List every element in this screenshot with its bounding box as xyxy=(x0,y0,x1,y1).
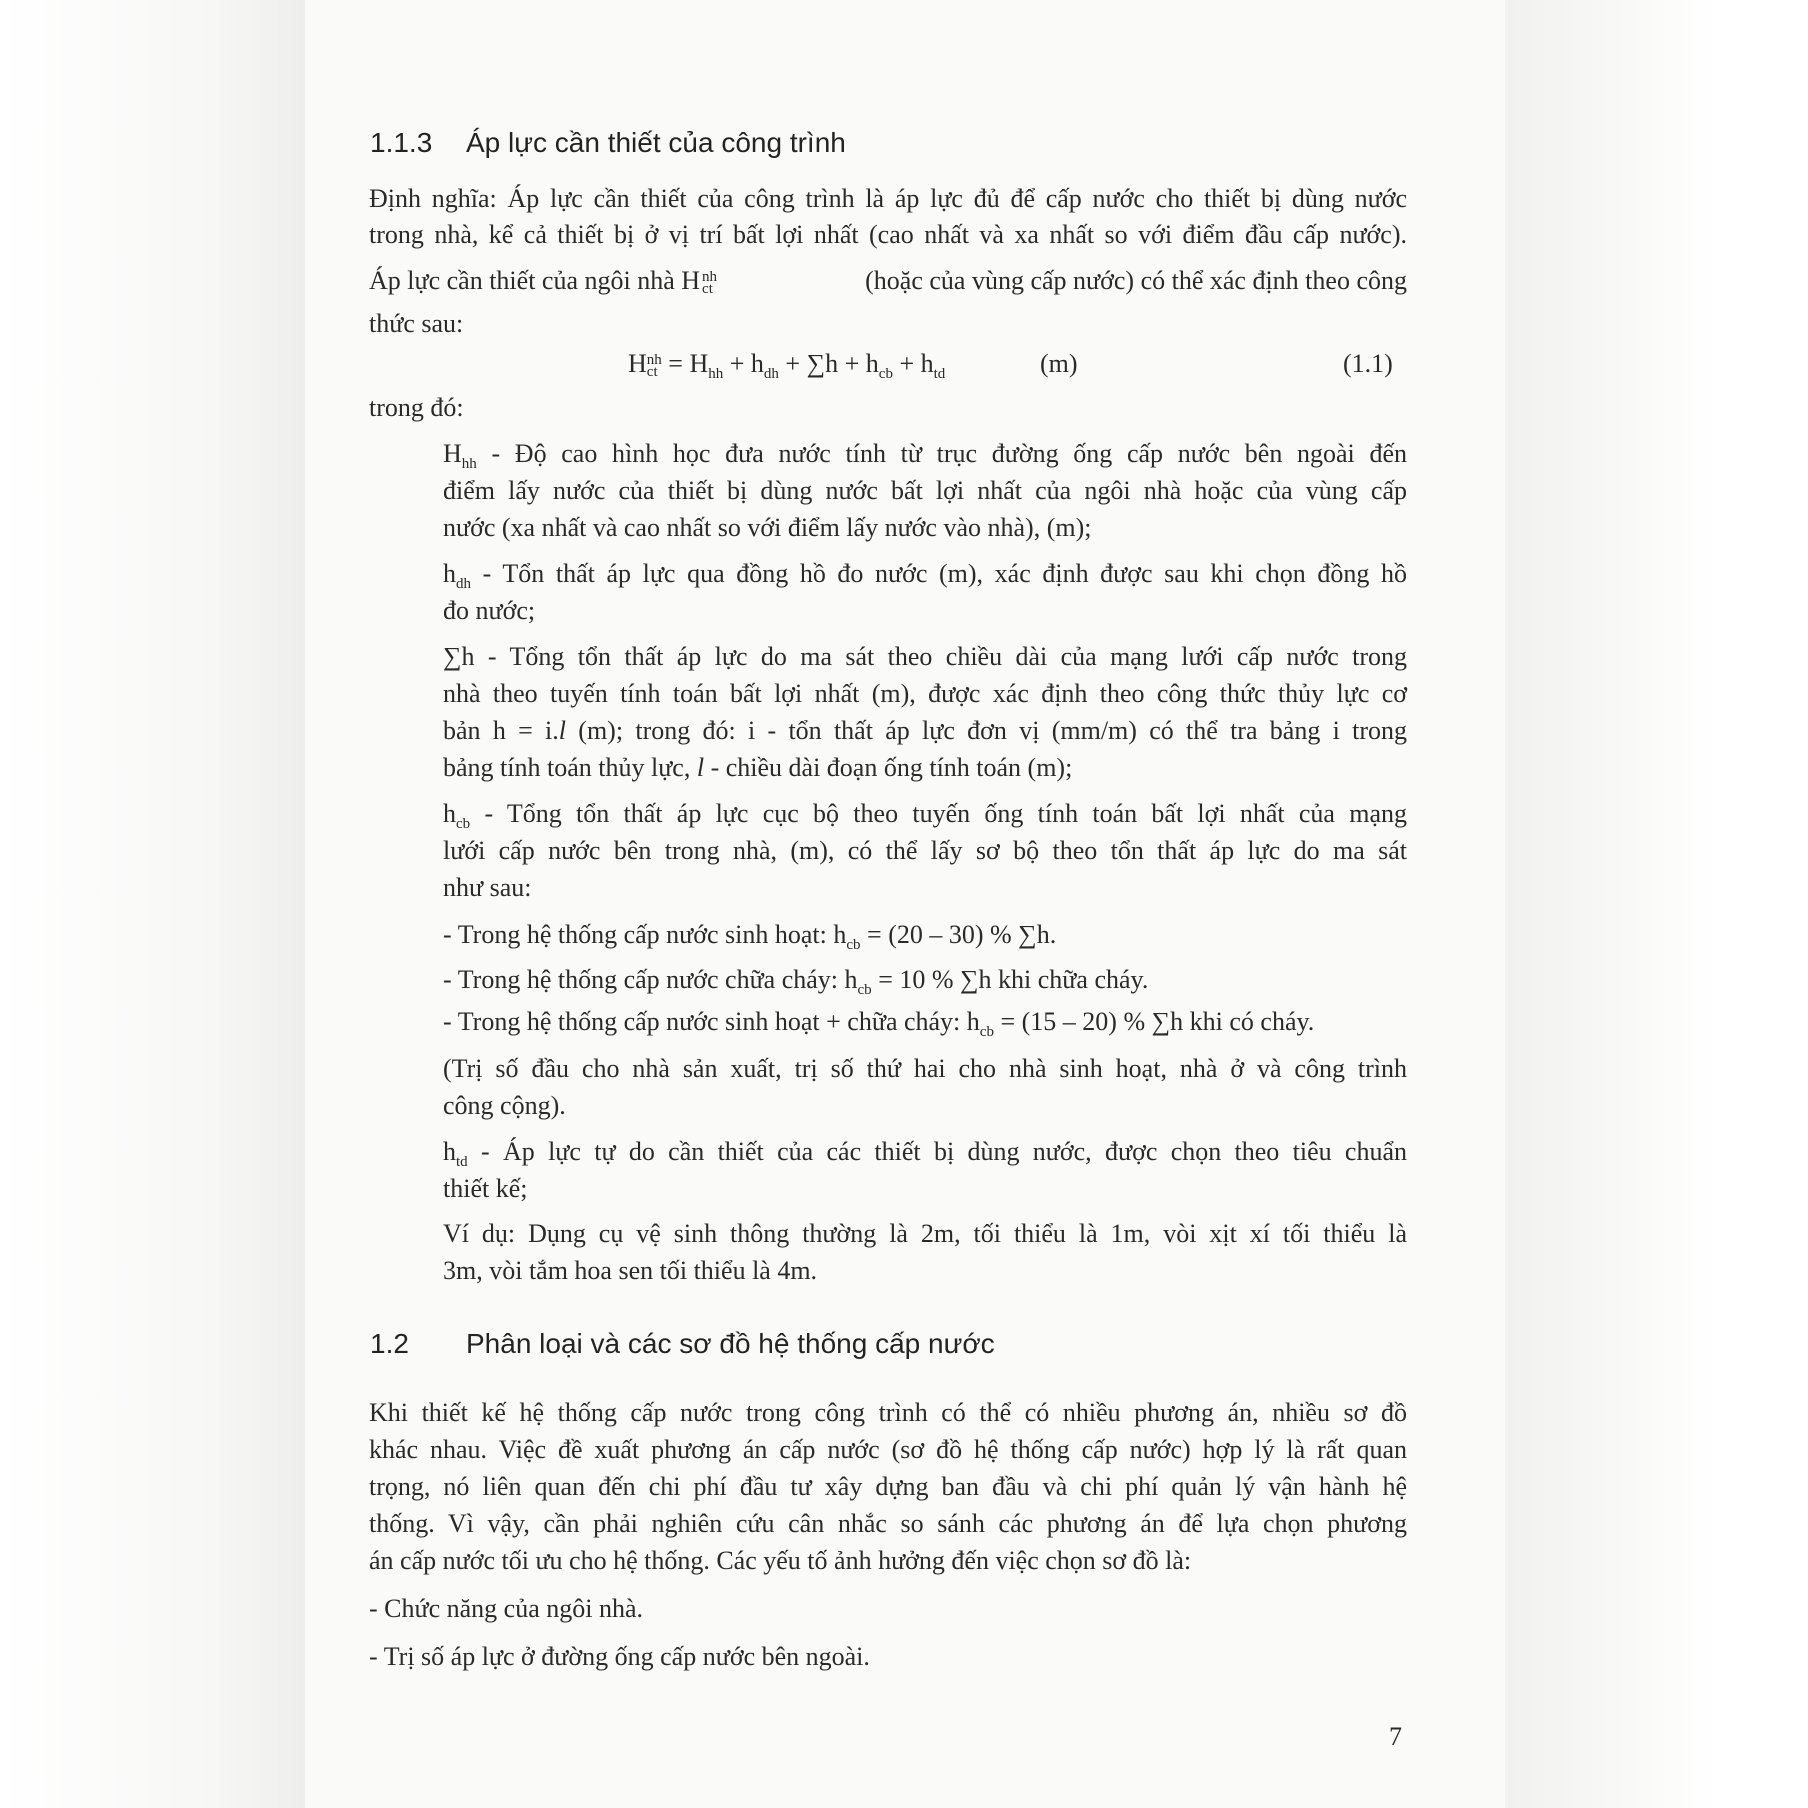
text-line: nước (xa nhất và cao nhất so với điểm lấy nước vào nhà), (m); xyxy=(443,513,1092,542)
text-line: bảng tính toán thủy lực, l - chiều dài đoạn ống tính toán (m); xyxy=(443,753,1073,782)
list-item: - Trị số áp lực ở đường ống cấp nước bên ngoài. xyxy=(369,1642,870,1671)
text-line: Định nghĩa: Áp lực cần thiết của công trình là áp lực đủ để cấp nước cho thiết bị dùng nước xyxy=(369,184,1407,213)
scan-margin-left xyxy=(0,0,305,1808)
section-title: Phân loại và các sơ đồ hệ thống cấp nước xyxy=(466,1328,995,1359)
scan-margin-right xyxy=(1508,0,1808,1808)
text-line: Khi thiết kế hệ thống cấp nước trong công trình có thể có nhiều phương án, nhiều sơ đồ xyxy=(369,1398,1407,1427)
text-line: đo nước; xyxy=(443,596,536,625)
text-line: trong đó: xyxy=(369,393,464,422)
bullet-item: - Trong hệ thống cấp nước sinh hoạt + chữa cháy: $h_{cb} = (15 - 20)$ % ∑h khi có cháy. xyxy=(443,1007,1315,1041)
text-fragment: Áp lực cần thiết của ngôi nhà H nh ct xyxy=(369,266,718,298)
text-line: (Trị số đầu cho nhà sản xuất, trị số thứ hai cho nhà sinh hoạt, nhà ở và công trình xyxy=(443,1054,1407,1083)
formula-unit: (m) xyxy=(1040,349,1078,378)
text-line: ∑h - Tổng tổn thất áp lực do ma sát theo chiều dài của mạng lưới cấp nước trong xyxy=(443,642,1407,671)
text-line: $H_{hh}$ - Độ cao hình học đưa nước tính từ trục đường ống cấp nước bên ngoài đến xyxy=(443,439,1408,473)
formula-1-1: H nh ct = $H_{hh} + h_{dh} + \sum h + h_{cb} + h_{td}$ xyxy=(628,349,946,383)
text-line: nhà theo tuyến tính toán bất lợi nhất (m), được xác định theo công thức thủy lực cơ xyxy=(443,679,1407,708)
text-fragment: (hoặc của vùng cấp nước) có thể xác định theo công xyxy=(865,266,1407,295)
text-line: trọng, nó liên quan đến chi phí đầu tư xây dựng ban đầu và chi phí quản lý vận hành hệ xyxy=(369,1472,1407,1501)
bullet-item: - Trong hệ thống cấp nước sinh hoạt: $h_{cb} = (20 - 30)$ % ∑h. xyxy=(443,920,1057,954)
section-heading-113 xyxy=(370,127,846,159)
bullet-item: - Trong hệ thống cấp nước chữa cháy: $h_{cb} = 10$ % ∑h khi chữa cháy. xyxy=(443,965,1149,999)
section-heading-12 xyxy=(370,1328,995,1360)
text-line: $h_{td}$ - Áp lực tự do cần thiết của các thiết bị dùng nước, được chọn theo tiêu chuẩn xyxy=(443,1137,1408,1171)
text-line: án cấp nước tối ưu cho hệ thống. Các yếu tố ảnh hưởng đến việc chọn sơ đồ là: xyxy=(369,1546,1192,1575)
text-line: Ví dụ: Dụng cụ vệ sinh thông thường là 2m, tối thiểu là 1m, vòi xịt xí tối thiểu là xyxy=(443,1219,1407,1248)
text-line: thiết kế; xyxy=(443,1174,528,1203)
text-line: $h_{cb}$ - Tổng tổn thất áp lực cục bộ theo tuyến ống tính toán bất lợi nhất của mạng xyxy=(443,799,1408,833)
text-line: thống. Vì vậy, cần phải nghiên cứu cân nhắc so sánh các phương án để lựa chọn phương xyxy=(369,1509,1407,1538)
text-line: lưới cấp nước bên trong nhà, (m), có thể lấy sơ bộ theo tổn thất áp lực do ma sát xyxy=(443,836,1407,865)
section-title: Áp lực cần thiết của công trình xyxy=(466,127,846,158)
text-line: điểm lấy nước của thiết bị dùng nước bất lợi nhất của ngôi nhà hoặc của vùng cấp xyxy=(443,476,1407,505)
text-line xyxy=(369,264,1407,298)
equation-label: (1.1) xyxy=(1343,349,1393,378)
section-number: 1.1.3 xyxy=(370,127,433,158)
text-line: như sau: xyxy=(443,873,532,902)
text-line: thức sau: xyxy=(369,309,464,338)
text-line: bản h = i.l (m); trong đó: i - tổn thất áp lực đơn vị (mm/m) có thể tra bảng i trong xyxy=(443,716,1407,745)
text-line: $h_{dh}$ - Tổn thất áp lực qua đồng hồ đo nước (m), xác định được sau khi chọn đồng hồ xyxy=(443,559,1407,593)
text-line: 3m, vòi tắm hoa sen tối thiểu là 4m. xyxy=(443,1256,818,1285)
text-line: trong nhà, kể cả thiết bị ở vị trí bất lợi nhất (cao nhất và xa nhất so với điểm đầu cấp nước). xyxy=(369,220,1407,249)
text-line: khác nhau. Việc đề xuất phương án cấp nước (sơ đồ hệ thống cấp nước) hợp lý là rất quan xyxy=(369,1435,1407,1464)
page-number: 7 xyxy=(1389,1722,1402,1751)
section-number: 1.2 xyxy=(370,1328,409,1359)
text-line: công cộng). xyxy=(443,1091,566,1120)
list-item: - Chức năng của ngôi nhà. xyxy=(369,1594,644,1623)
